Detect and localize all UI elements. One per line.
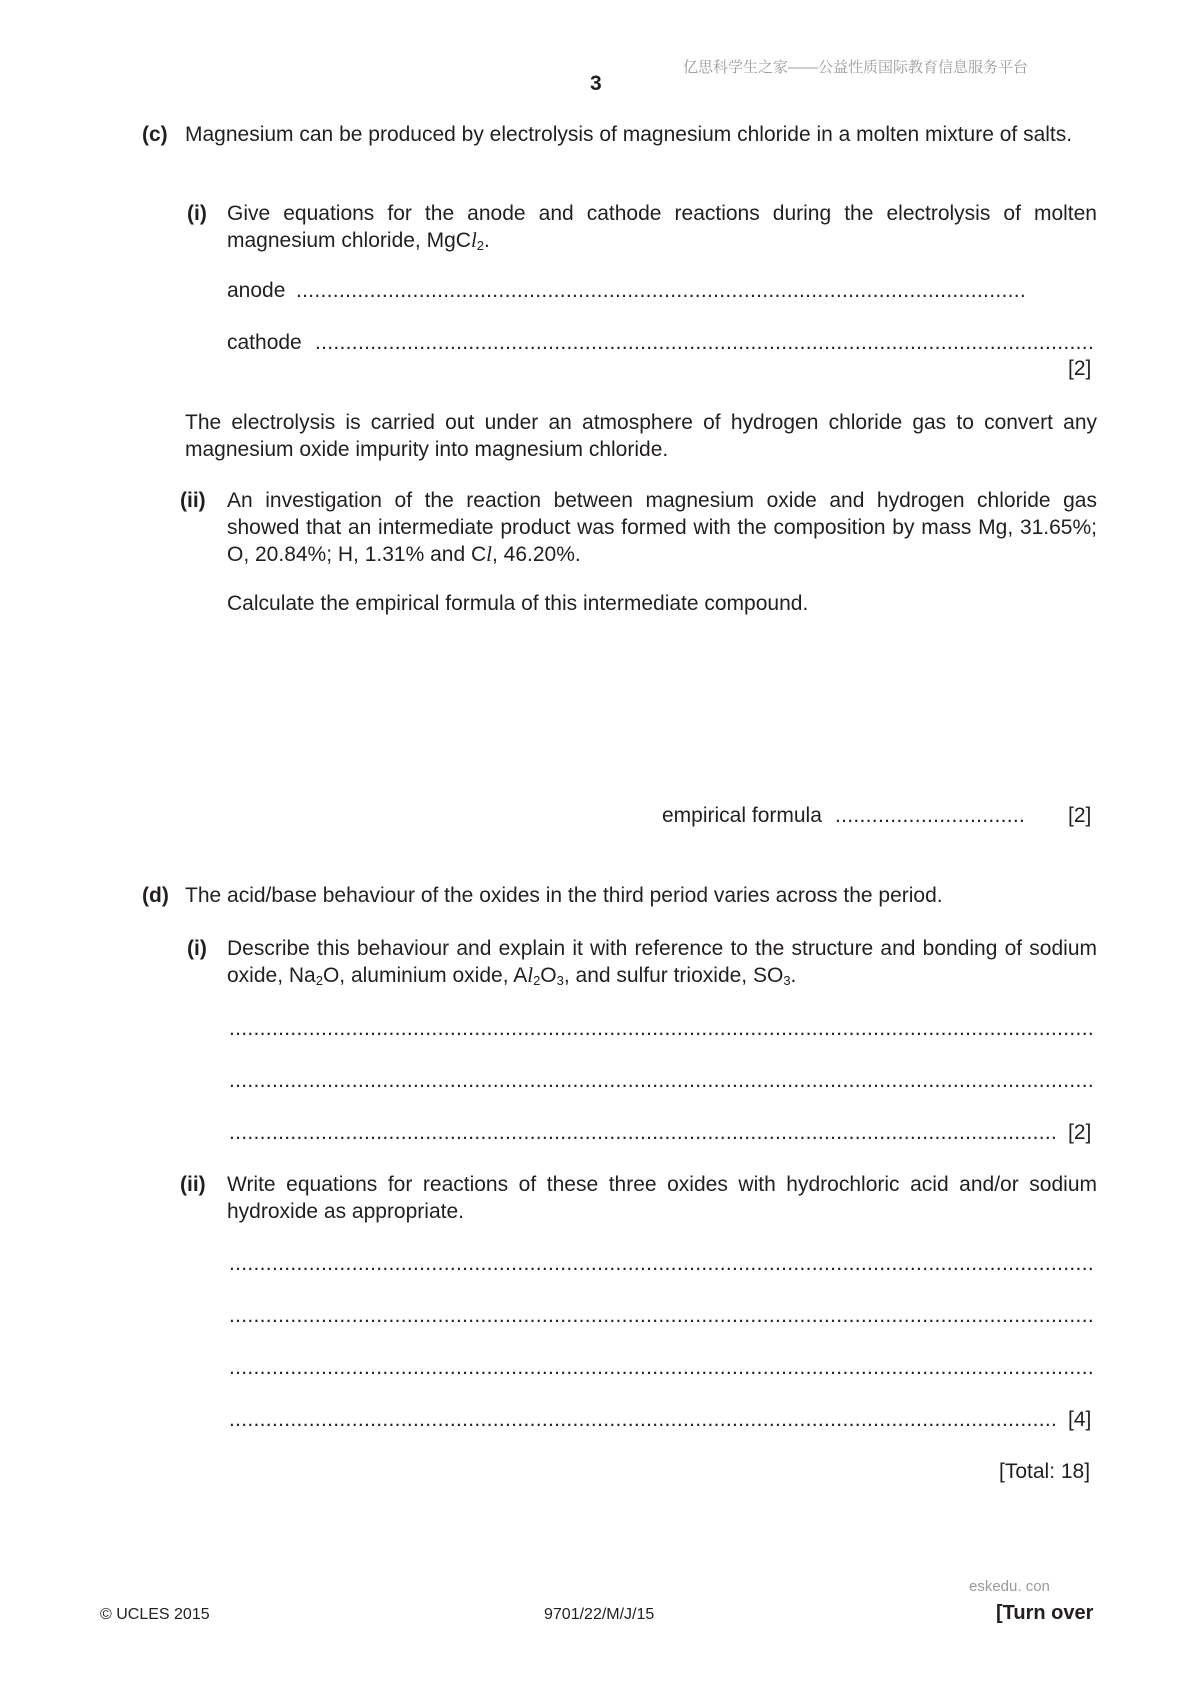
watermark-top: 亿思科学生之家——公益性质国际教育信息服务平台 — [683, 59, 1029, 76]
footer-copyright: © UCLES 2015 — [100, 1606, 210, 1623]
part-c-intro: Magnesium can be produced by electrolysis of magnesium chloride in a molten mixture of salts. — [185, 123, 1073, 146]
part-d-i-question: Describe this behaviour and explain it with reference to the structure and bonding of sodium oxide, $Na_2O$, aluminium oxide, $Al_2O_3$, and sulfur trioxide, $SO_3$. — [227, 937, 1097, 988]
mgcl2-formula: MgCl$_2$. — [426, 228, 490, 253]
part-c-ii-marks: [2] — [1068, 804, 1092, 827]
part-c-label: (c) — [142, 123, 168, 146]
part-d-i-marks: [2] — [1068, 1121, 1092, 1144]
cathode-answer-line[interactable] — [315, 331, 1095, 355]
footer-turn-over: [Turn over — [996, 1602, 1094, 1624]
footer-paper-code: 9701/22/M/J/15 — [544, 1606, 655, 1623]
part-d-ii-question: Write equations for reactions of these three oxides with hydrochloric acid and/or sodium hydroxide as appropriate. — [227, 1173, 1097, 1223]
anode-label: anode — [227, 279, 286, 302]
part-d-i-answer-line[interactable] — [229, 1069, 1095, 1093]
part-d-ii-answer-line[interactable] — [229, 1304, 1095, 1328]
part-d-i-answer-line[interactable] — [229, 1017, 1095, 1041]
part-c-middle-text: The electrolysis is carried out under an atmosphere of hydrogen chloride gas to convert any magnesium oxide impurity into magnesium chloride. — [185, 411, 1097, 461]
question-total: [Total: 18] — [999, 1460, 1091, 1483]
part-c-ii-label: (ii) — [180, 489, 206, 512]
anode-answer-line[interactable] — [296, 279, 1025, 303]
part-d-ii-answer-line[interactable] — [229, 1252, 1095, 1276]
part-c-i-question — [227, 200, 1097, 254]
part-c-i-text: Give equations for the anode and cathode reactions during the electrolysis of molten magnesium chloride, — [227, 202, 1097, 252]
page-number: 3 — [590, 72, 602, 95]
part-c-ii-question: An investigation of the reaction between magnesium oxide and hydrogen chloride gas showed that an intermediate product was formed with the composition by mass Mg, 31.65%; O, 20.84%; H, 1.31% and Cl, 46.20%. — [227, 489, 1097, 566]
part-d-i-answer-line[interactable] — [229, 1121, 1055, 1145]
part-d-label: (d) — [142, 884, 169, 907]
part-c-ii-instruction: Calculate the empirical formula of this intermediate compound. — [227, 592, 809, 615]
part-d-intro: The acid/base behaviour of the oxides in the third period varies across the period. — [185, 884, 943, 907]
part-d-i-label: (i) — [187, 937, 207, 960]
part-c-i-marks: [2] — [1068, 357, 1092, 380]
part-d-ii-answer-line[interactable] — [229, 1408, 1055, 1432]
empirical-formula-label: empirical formula — [662, 804, 822, 827]
empirical-formula-answer-line[interactable] — [835, 804, 1027, 828]
part-c-i-label: (i) — [187, 202, 207, 225]
part-d-ii-label: (ii) — [180, 1173, 206, 1196]
watermark-bottom: eskedu. con — [969, 1578, 1050, 1595]
cathode-label: cathode — [227, 331, 302, 354]
part-d-ii-marks: [4] — [1068, 1408, 1092, 1431]
part-d-ii-answer-line[interactable] — [229, 1356, 1095, 1380]
